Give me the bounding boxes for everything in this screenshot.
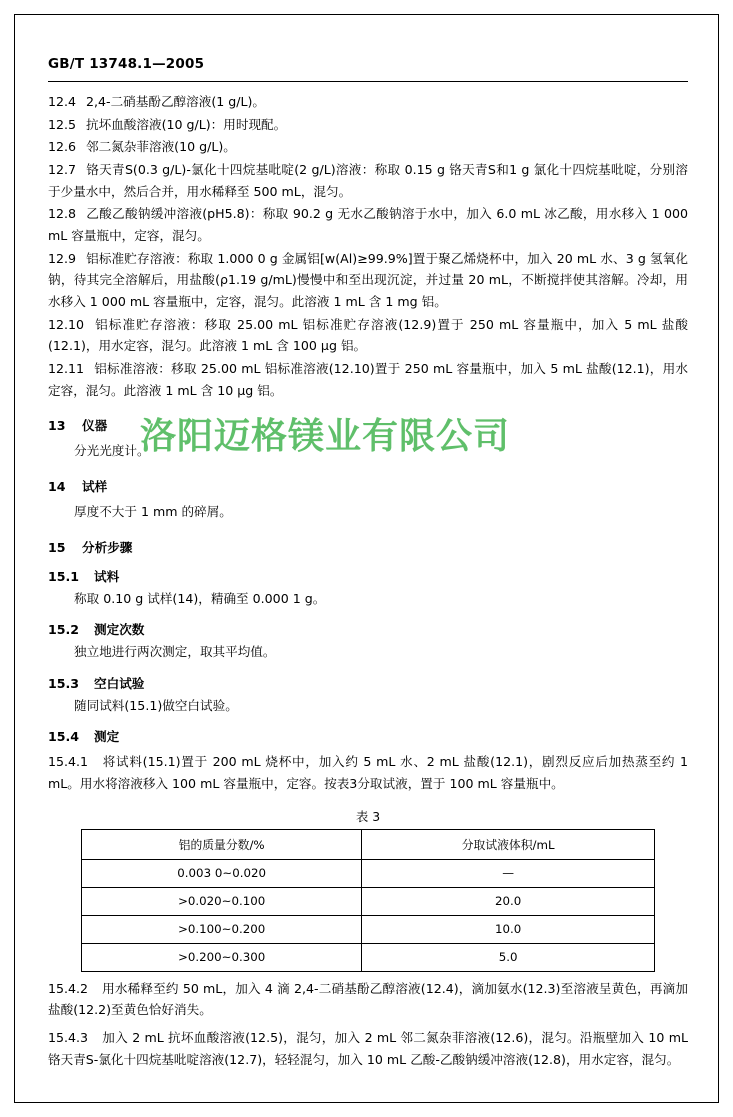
subsection-heading-blank-test [48,673,688,692]
subsection-number: 15.4 [48,729,80,745]
page-content [48,56,688,1072]
table-cell-volume: — [362,859,655,887]
subsection-title: 测定 [94,729,120,745]
subsection-number: 15.3 [48,675,80,691]
table-row [82,887,655,915]
table-cell-mass-fraction: >0.100~0.200 [82,915,362,943]
step-paragraph [48,1027,688,1070]
subsection-title: 空白试验 [94,675,145,691]
subsection-body-test-portion: 称取 0.10 g 试样(14)，精确至 0.000 1 g。 [74,590,326,606]
subsection-number: 15.2 [48,622,80,638]
subsection-title: 测定次数 [94,622,145,638]
clause-text: 铝标准溶液：移取 25.00 mL 铝标准溶液(12.10)置于 250 mL 容量瓶中，加入 5 mL 盐酸(12.1)，用水定容，混匀。此溶液 1 mL 含 10 μg 铝。 [48,360,688,398]
subsection-heading-test-portion [48,566,688,585]
table-cell-volume: 5.0 [362,943,655,971]
subsection-number: 15.1 [48,568,80,584]
step-text: 加入 2 mL 抗坏血酸溶液(12.5)，混匀，加入 2 mL 邻二氮杂菲溶液(12.6)，混匀。沿瓶壁加入 10 mL 铬天青S-氯化十四烷基吡啶溶液(12.7)，轻轻混匀，加入 10 mL 乙酸-乙酸钠缓冲溶液(12.8)，用水定容，混匀。 [48,1030,688,1067]
table-cell-mass-fraction: >0.020~0.100 [82,887,362,915]
clause-text: 铝标准贮存溶液：移取 25.00 mL 铝标准贮存溶液(12.9)置于 250 mL 容量瓶中，加入 5 mL 盐酸(12.1)，用水定容，混匀。此溶液 1 mL 含 100 μg 铝。 [48,316,688,354]
subsection-body-number-of-determinations: 独立地进行两次测定，取其平均值。 [74,644,276,660]
table-cell-volume: 10.0 [362,915,655,943]
clause-number: 12.6 [48,139,77,155]
table-cell-mass-fraction: 0.003 0~0.020 [82,859,362,887]
table-row [82,859,655,887]
clause-item [48,248,688,313]
clause-text: 2,4-二硝基酚乙醇溶液(1 g/L)。 [86,94,266,109]
section-body-sample: 厚度不大于 1 mm 的碎屑。 [74,503,232,519]
clause-text: 邻二氮杂菲溶液(10 g/L)。 [86,139,236,155]
clause-number: 12.5 [48,116,77,132]
clause-number: 12.11 [48,360,85,376]
clause-item [48,203,688,246]
step-number: 15.4.2 [48,980,89,996]
step-paragraph [48,978,688,1021]
clause-item [48,314,688,357]
section-number: 15 [48,539,66,555]
subsection-heading-number-of-determinations [48,619,688,638]
document-header: GB/T 13748.1—2005 [48,56,205,72]
table-header-row [82,829,655,859]
clause-text: 抗坏血酸溶液(10 g/L)：用时现配。 [86,116,287,132]
company-watermark: 洛阳迈格镁业有限公司 [140,416,511,457]
section-number: 13 [48,418,66,434]
table-caption: 表 3 [355,808,381,824]
clause-number: 12.8 [48,206,77,222]
step-text: 用水稀释至约 50 mL，加入 4 滴 2,4-二硝基酚乙醇溶液(12.4)，滴加氨水(12.3)至溶液呈黄色，再滴加盐酸(12.2)至黄色恰好消失。 [48,980,688,1018]
clause-item [48,358,688,401]
clause-number: 12.7 [48,161,77,177]
section-title: 分析步骤 [82,539,133,555]
section-body-instrument: 分光光度计。 [74,443,150,459]
clause-list [48,91,688,401]
section-number: 14 [48,478,66,494]
section-title: 试样 [82,478,108,494]
clause-number: 12.9 [48,250,77,266]
section-heading-analysis [48,537,688,556]
step-number: 15.4.1 [48,754,89,770]
clause-item [48,136,688,158]
table-header-cell: 铝的质量分数/% [82,829,362,859]
subsection-heading-determination [48,726,688,745]
clause-text: 铬天青S(0.3 g/L)-氯化十四烷基吡啶(2 g/L)溶液：称取 0.15 g 铬天青S和1 g 氯化十四烷基吡啶，分别溶于少量水中，然后合并，用水稀释至 500 mL，混匀。 [48,161,688,199]
header-rule [48,81,688,82]
section-heading-sample [48,476,688,495]
clause-item [48,91,688,113]
clause-item [48,159,688,202]
table-header-cell: 分取试液体积/mL [362,829,655,859]
volume-selection-table [81,829,655,972]
clause-number: 12.4 [48,94,77,109]
table-row [82,943,655,971]
subsection-body-blank-test: 随同试料(15.1)做空白试验。 [74,697,238,713]
clause-number: 12.10 [48,316,85,332]
clause-text: 乙酸乙酸钠缓冲溶液(pH5.8)：称取 90.2 g 无水乙酸钠溶于水中，加入 6.0 mL 冰乙酸，用水移入 1 000 mL 容量瓶中，定容，混匀。 [48,206,688,243]
step-text: 将试料(15.1)置于 200 mL 烧杯中，加入约 5 mL 水、2 mL 盐酸(12.1)，剧烈反应后加热蒸至约 1 mL。用水将溶液移入 100 mL 容量瓶中，定容。按表3分取试液，置于 100 mL 容量瓶中。 [48,754,688,792]
table-cell-mass-fraction: >0.200~0.300 [82,943,362,971]
step-number: 15.4.3 [48,1030,89,1046]
subsection-title: 试料 [94,568,120,584]
step-paragraph [48,751,688,794]
section-title: 仪器 [82,418,108,434]
table-row [82,915,655,943]
table-cell-volume: 20.0 [362,887,655,915]
clause-item [48,114,688,136]
clause-text: 铝标准贮存溶液：称取 1.000 0 g 金属铝[w(Al)≥99.9%]置于聚乙烯烧杯中，加入 20 mL 水、3 g 氢氧化钠，待其完全溶解后，用盐酸(ρ1.19 g/mL)慢慢中和至出现沉淀，并过量 20 mL，不断搅拌使其溶解。冷却，用水移入 1 000 mL 容量瓶中，定容，混匀。此溶液 1 mL 含 1 mg 铝。 [48,250,688,309]
